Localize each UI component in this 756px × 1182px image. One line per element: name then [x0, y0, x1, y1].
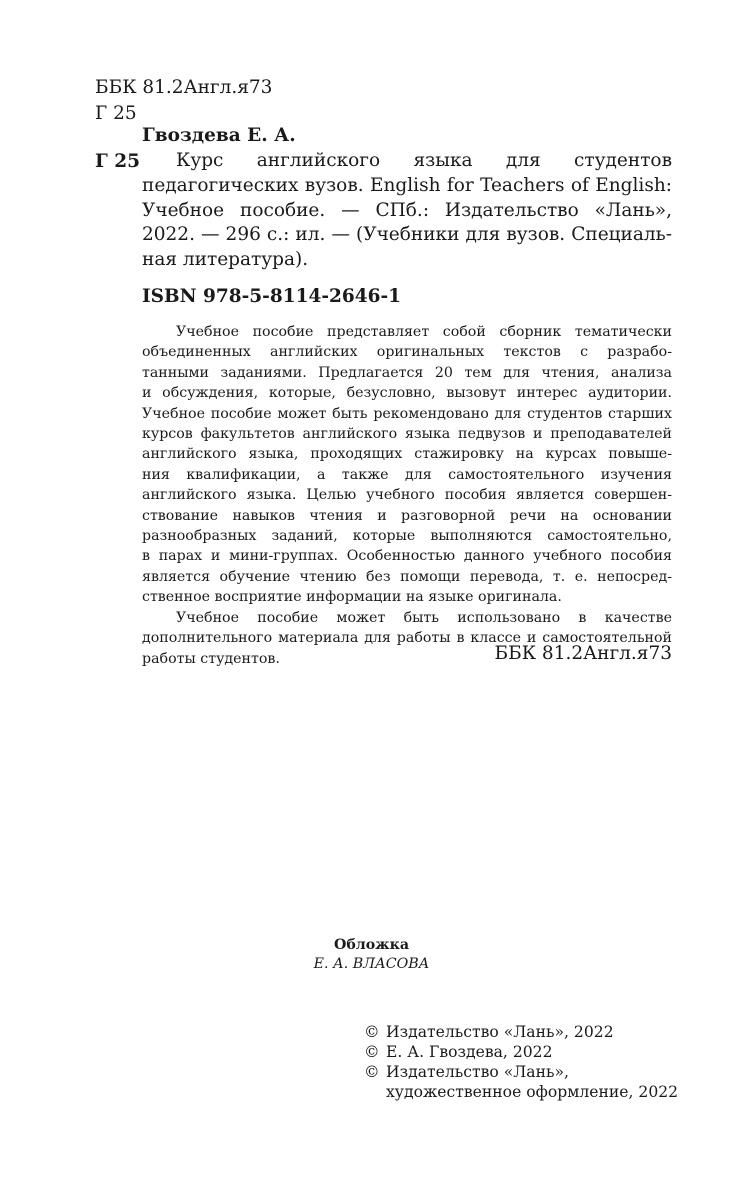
abstract-line: ственное восприятие информации на языке оригинала.	[142, 589, 562, 606]
copyright-spacer	[364, 1082, 386, 1102]
abstract-line: Учебное пособие представляет собой сборник тематически	[176, 324, 672, 340]
description-line: Учебное пособие. — СПб.: Издательство «Лань»,	[142, 199, 672, 221]
cover-label: Обложка	[333, 937, 410, 953]
author-mark: Г 25	[95, 103, 137, 124]
entry-mark: Г 25	[95, 151, 140, 172]
copyright-line	[364, 1042, 678, 1062]
copyright-line	[364, 1062, 678, 1082]
copyright-line	[364, 1022, 678, 1042]
abstract-line: танными заданиями. Предлагается 20 тем для чтения, анализа	[142, 364, 672, 381]
abstract-line: Учебное пособие может быть использовано в качестве	[176, 609, 672, 626]
isbn: ISBN 978-5-8114-2646-1	[142, 286, 402, 307]
description-line: Курс английского языка для студентов	[176, 150, 672, 171]
copyright-text: Издательство «Лань»,	[386, 1063, 569, 1081]
abstract-line: ствование навыков чтения и разговорной речи на основании	[142, 507, 672, 524]
abstract-line: английского языка. Целью учебного пособия является совершен-	[142, 487, 672, 504]
copyright-icon: ©	[364, 1063, 380, 1081]
copyright-line	[364, 1082, 678, 1102]
abstract-line: в парах и мини-группах. Особенностью данного учебного пособия	[142, 548, 672, 565]
copyright-icon: ©	[364, 1023, 380, 1041]
bibliographic-description	[142, 149, 672, 273]
description-line: ная литература).	[142, 249, 309, 271]
abstract-line: английского языка, проходящих стажировку на курсах повыше-	[142, 446, 672, 463]
abstract	[142, 322, 672, 669]
cover-designer: Е. А. ВЛАСОВА	[313, 956, 430, 972]
classification-block	[95, 75, 272, 127]
bbk-code: ББК 81.2Англ.я73	[95, 77, 273, 98]
copyright-text: художественное оформление, 2022	[386, 1083, 679, 1101]
copyright-text: Издательство «Лань», 2022	[386, 1023, 614, 1041]
description-line: педагогических вузов. English for Teachers of English:	[142, 174, 672, 196]
abstract-line: дополнительного материала для работы в классе и самостоятельной	[142, 630, 672, 647]
copyright-icon: ©	[364, 1043, 380, 1061]
author-name: Гвоздева Е. А.	[142, 125, 296, 146]
copyright-block	[364, 1022, 678, 1102]
abstract-line: курсов факультетов английского языка педвузов и преподавателей	[142, 426, 672, 443]
abstract-line: является обучение чтению без помощи перевода, т. е. непосред-	[142, 568, 672, 585]
description-line: 2022. — 296 с.: ил. — (Учебники для вузов. Специаль-	[142, 224, 672, 246]
abstract-line: и обсуждения, которые, безусловно, вызовут интерес аудитории.	[142, 385, 672, 402]
bbk-code-repeat: ББК 81.2Англ.я73	[494, 643, 672, 664]
abstract-line: работы студентов.	[142, 650, 280, 667]
abstract-line: объединенных английских оригинальных текстов с разрабо-	[142, 344, 672, 361]
abstract-line: ния квалификации, а также для самостоятельного изучения	[142, 466, 672, 483]
copyright-text: Е. А. Гвоздева, 2022	[386, 1043, 553, 1061]
abstract-line: разнообразных заданий, которые выполняются самостоятельно,	[142, 528, 672, 545]
abstract-line: Учебное пособие может быть рекомендовано для студентов старших	[142, 405, 672, 422]
